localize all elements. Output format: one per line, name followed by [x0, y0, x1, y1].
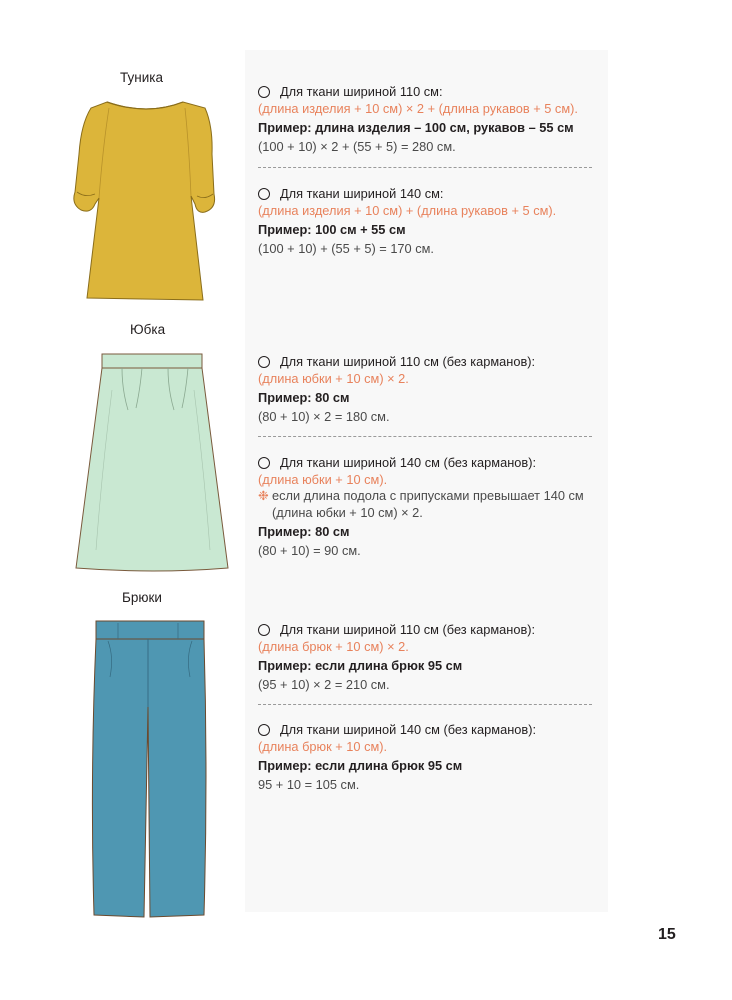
block-example: Пример: 80 см	[258, 390, 350, 405]
block-formula: (длина изделия + 10 см) + (длина рукавов + 5 см).	[258, 202, 557, 218]
block-heading: Для ткани шириной 110 см (без карманов):	[280, 622, 536, 637]
block-heading: Для ткани шириной 140 см (без карманов):	[280, 455, 537, 470]
block-calculation: (80 + 10) = 90 см.	[258, 542, 361, 558]
block-example: Пример: если длина брюк 95 см	[258, 758, 463, 773]
block-example: Пример: 80 см	[258, 524, 350, 539]
option-circle-icon	[258, 457, 270, 469]
skirt-block-110	[258, 354, 598, 425]
section-divider	[258, 704, 592, 705]
section-divider	[258, 436, 592, 437]
block-formula: (длина брюк + 10 см) × 2.	[258, 638, 409, 654]
block-heading: Для ткани шириной 140 см (без карманов):	[280, 722, 537, 737]
block-calculation: 95 + 10 = 105 см.	[258, 776, 360, 792]
block-heading: Для ткани шириной 140 см:	[280, 186, 444, 201]
option-circle-icon	[258, 356, 270, 368]
block-formula: (длина брюк + 10 см).	[258, 738, 388, 754]
option-circle-icon	[258, 86, 270, 98]
option-circle-icon	[258, 188, 270, 200]
block-example: Пример: длина изделия – 100 см, рукавов – 55 см	[258, 120, 574, 135]
block-formula: (длина юбки + 10 см) × 2.	[258, 370, 409, 386]
section-divider	[258, 167, 592, 168]
trousers-block-140	[258, 722, 598, 793]
block-heading: Для ткани шириной 110 см:	[280, 84, 443, 99]
skirt-label: Юбка	[130, 322, 166, 337]
block-formula: (длина изделия + 10 см) × 2 + (длина рукавов + 5 см).	[258, 100, 578, 116]
tunic-illustration	[65, 86, 230, 302]
skirt-illustration	[72, 350, 232, 572]
trousers-block-110	[258, 622, 598, 693]
block-calculation: (80 + 10) × 2 = 180 см.	[258, 408, 390, 424]
page-number: 15	[658, 926, 676, 943]
option-circle-icon	[258, 624, 270, 636]
skirt-block-140	[258, 455, 598, 559]
tunic-label: Туника	[120, 70, 163, 85]
block-calculation: (95 + 10) × 2 = 210 см.	[258, 676, 390, 692]
note-line-2: (длина юбки + 10 см) × 2.	[272, 504, 423, 520]
block-example: Пример: если длина брюк 95 см	[258, 658, 463, 673]
trousers-label: Брюки	[122, 590, 162, 605]
block-example: Пример: 100 см + 55 см	[258, 222, 406, 237]
snowflake-bullet-icon: ❉	[258, 488, 269, 503]
trousers-illustration	[88, 617, 213, 922]
note-line-1: если длина подола с припусками превышает 140 см	[272, 488, 584, 503]
block-formula: (длина юбки + 10 см).	[258, 471, 388, 487]
tunic-block-140	[258, 186, 598, 257]
block-calculation: (100 + 10) × 2 + (55 + 5) = 280 см.	[258, 138, 456, 154]
tunic-block-110	[258, 84, 598, 155]
option-circle-icon	[258, 724, 270, 736]
block-note	[258, 488, 598, 521]
block-calculation: (100 + 10) + (55 + 5) = 170 см.	[258, 240, 434, 256]
block-heading: Для ткани шириной 110 см (без карманов):	[280, 354, 536, 369]
